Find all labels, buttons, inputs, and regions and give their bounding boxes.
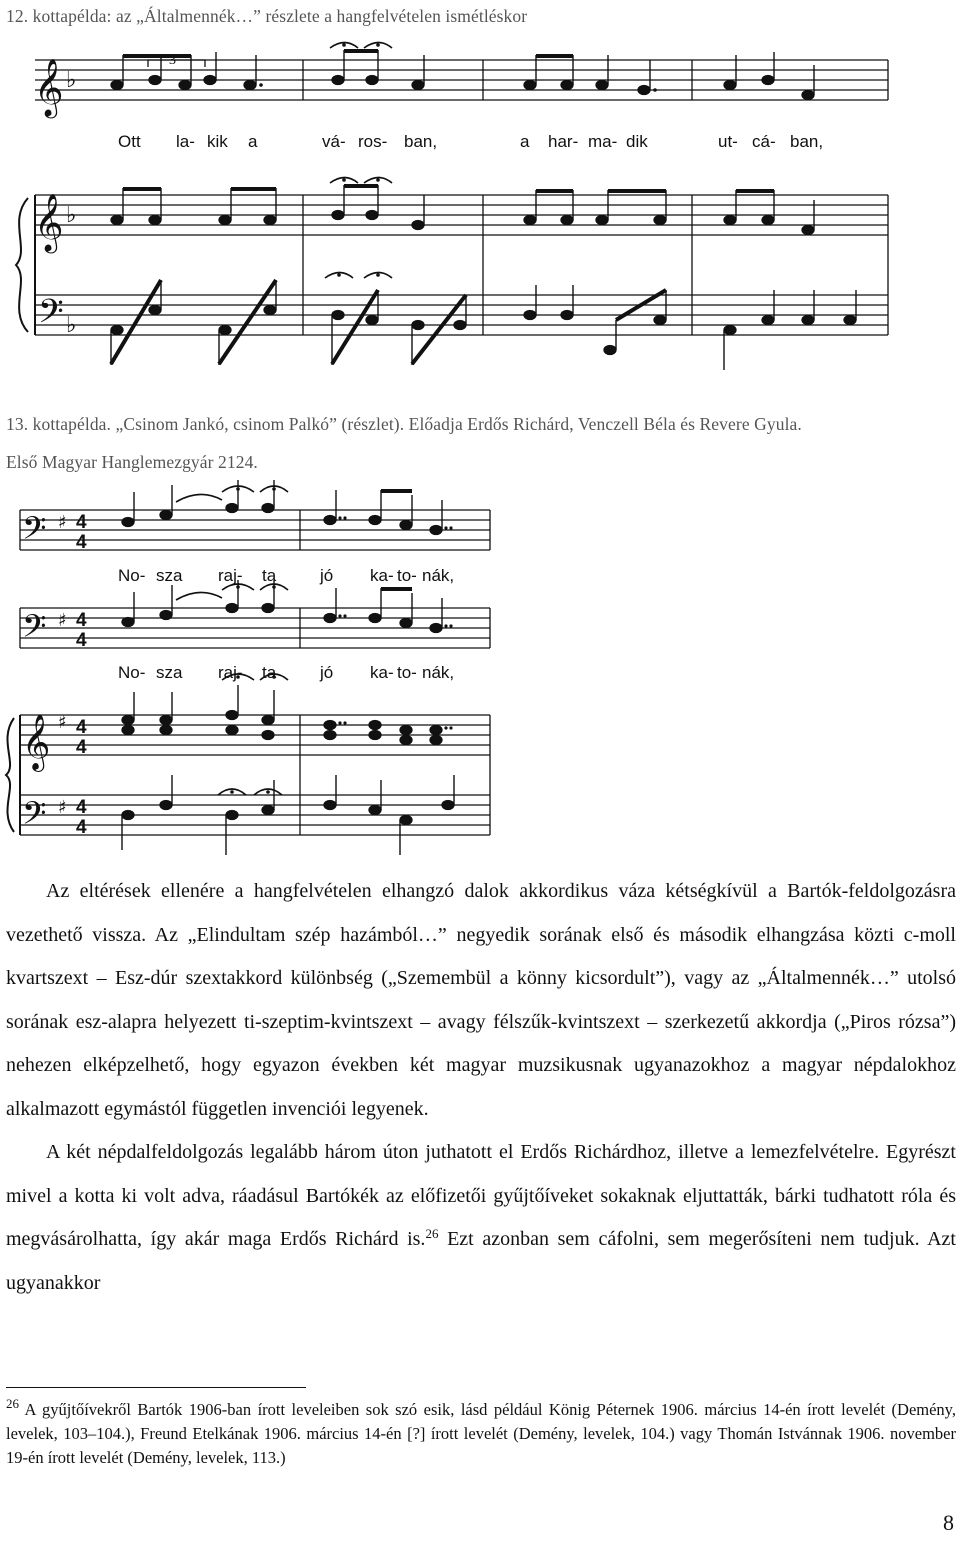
footnote-divider: [6, 1387, 306, 1388]
lyric-1: Ott: [118, 132, 141, 151]
svg-text:♯: ♯: [58, 797, 67, 818]
lyric-2-6: ka-: [370, 566, 394, 585]
lyric-11: dik: [626, 132, 648, 151]
footnote-number: 26: [6, 1396, 19, 1411]
svg-text:4: 4: [76, 610, 87, 631]
example-13-caption-line-1: 13. kottapélda. „Csinom Jankó, csinom Palkó” (részlet). Előadja Erdős Richárd, Venczell Béla és Revere Gyula.: [6, 414, 802, 434]
paragraph-1: Az eltérések ellenére a hangfelvételen elhangzó dalok akkordikus váza kétségkívül a Bartók-feldolgozásra vezethető vissza. Az „Elindultam szép hazámból…” negyedik sorának első és második elhangzása közti c-moll kvartszext – Esz-dúr szextakkord különbség („Szemembül a könny kicsordult”), vagy az „Általmennék…” utolsó sorának esz-alapra helyezett ti-szeptim-kvintszext – avagy félszűk-kvintszext – szerkezetű akkordja („Piros rózsa”) nehezen elképzelhető, hogy egyazon években két magyar muzsikusnak ugyanazokhoz a magyar népdalokhoz alkalmazott egymástól független invenciói legyenek.: [6, 880, 956, 1120]
bass-clef-icon: 𝄢: [22, 795, 47, 839]
lyric-2-1: No-: [118, 566, 146, 585]
lyric-3-5: jó: [320, 663, 334, 682]
music-example-12-score: [0, 40, 960, 390]
svg-text:4: 4: [76, 717, 87, 738]
lyric-3-2: sza: [156, 663, 183, 682]
svg-text:♭: ♭: [66, 203, 77, 228]
lyric-8: a: [520, 132, 530, 151]
lyric-2: la-: [176, 132, 195, 151]
svg-text:4: 4: [76, 630, 87, 651]
treble-clef-icon: 𝄞: [34, 193, 64, 251]
lyric-6: ros-: [358, 132, 388, 151]
lyric-3-8: nák,: [422, 663, 455, 682]
example-13-caption-line-2: Első Magyar Hanglemezgyár 2124.: [6, 452, 258, 472]
lyric-12: ut-: [718, 132, 738, 151]
page-number: 8: [943, 1510, 954, 1535]
lyric-3-6: ka-: [370, 663, 394, 682]
svg-text:4: 4: [76, 797, 87, 818]
lyric-14: ban,: [790, 132, 824, 151]
footnote-ref[interactable]: 26: [425, 1226, 439, 1241]
lyric-4: a: [248, 132, 258, 151]
lyric-7: ban,: [404, 132, 438, 151]
lyric-9: har-: [548, 132, 579, 151]
svg-text:♯: ♯: [58, 610, 67, 631]
lyric-2-3: raj-: [218, 566, 243, 585]
lyric-2-5: jó: [320, 566, 334, 585]
footnote-text: A gyűjtőívekről Bartók 1906-ban írott leveleiben sok szó esik, lásd például König Péternek 1906. március 14-én írott levelét (Demény, levelek, 103–104.), Freund Etelkának 1906. március 14-én [?] írott levelét (Demény, levelek, 104.) vagy Thomán Istvánnak 1906. november 19-én írott levelét (Demény, levelek, 113.): [6, 1400, 956, 1467]
bass-clef-icon: 𝄢: [22, 510, 47, 554]
treble-clef-icon: 𝄞: [22, 714, 51, 770]
time-sig-top: 4: [76, 512, 87, 533]
body-text: [6, 870, 956, 1349]
example-12-caption: 12. kottapélda: az „Általmennék…” részlete a hangfelvételen ismétléskor: [6, 6, 528, 26]
time-sig-bottom: 4: [76, 532, 87, 553]
footnote: [6, 1398, 956, 1470]
svg-text:♯: ♯: [58, 512, 67, 533]
lyric-2-4: ta: [262, 566, 277, 585]
svg-text:3: 3: [169, 53, 176, 68]
lyric-2-8: nák,: [422, 566, 455, 585]
svg-text:♯: ♯: [58, 712, 67, 733]
lyric-5: vá-: [322, 132, 346, 151]
lyric-3-4: ta: [262, 663, 277, 682]
lyric-2-2: sza: [156, 566, 183, 585]
svg-text:♭: ♭: [66, 313, 77, 338]
svg-text:♭: ♭: [66, 68, 77, 93]
bass-clef-icon: 𝄢: [38, 293, 64, 339]
lyric-13: cá-: [752, 132, 776, 151]
treble-clef-icon: 𝄞: [34, 58, 64, 116]
lyric-3-3: raj-: [218, 663, 243, 682]
paragraph-2-tail: Ezt azonban sem cáfolni, sem megerősíteni nem tudjuk. Azt ugyanakkor: [6, 1228, 956, 1294]
music-example-13-score: [0, 470, 960, 860]
svg-text:4: 4: [76, 737, 87, 758]
svg-text:4: 4: [76, 817, 87, 838]
paragraph-2: [6, 1131, 956, 1349]
lyric-3: kik: [207, 132, 228, 151]
bass-clef-icon: 𝄢: [22, 608, 47, 652]
lyric-10: ma-: [588, 132, 618, 151]
paragraph-2-text: A két népdalfeldolgozás legalább három úton juthatott el Erdős Richárdhoz, illetve a lemezfelvételre. Egyrészt mivel a kotta ki volt adva, ráadásul Bartókék az előfizetői gyűjtőíveket sokaknak eljuttatták, bárki tudhatott róla és megvásárolhatta, így akár maga Erdős Richárd is.: [6, 1141, 956, 1250]
lyric-3-7: to-: [397, 663, 417, 682]
lyric-3-1: No-: [118, 663, 146, 682]
lyric-2-7: to-: [397, 566, 417, 585]
